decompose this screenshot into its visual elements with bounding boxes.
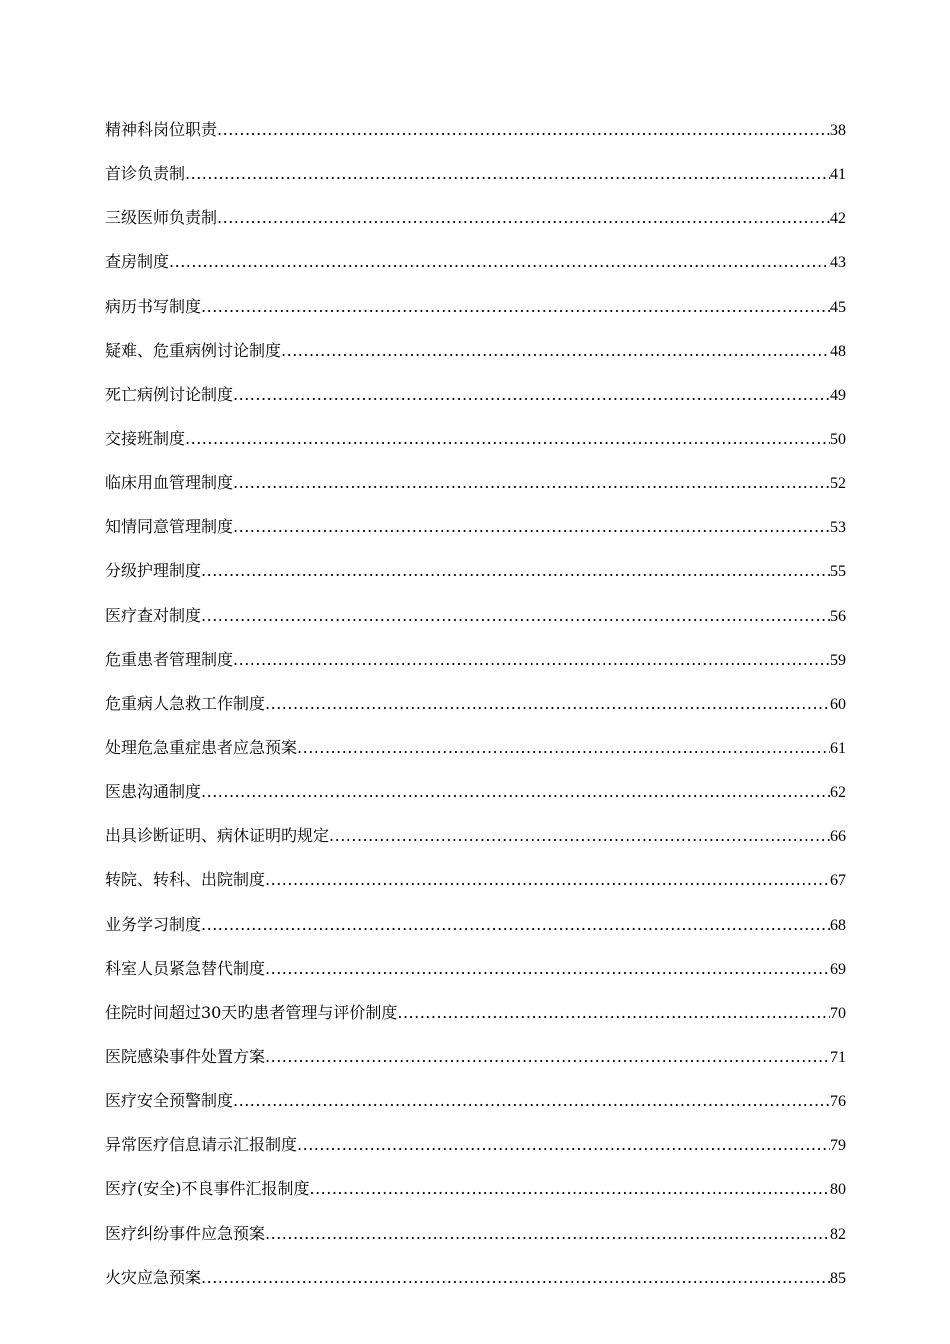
toc-entry-title: 分级护理制度 [105,561,202,581]
toc-entry-title: 医院感染事件处置方案 [105,1046,266,1066]
toc-entry-page: 80 [830,1181,846,1199]
toc-entry-title: 精神科岗位职责 [105,120,218,139]
toc-entry[interactable] [105,780,846,824]
toc-entry[interactable] [105,250,846,294]
toc-entry-page: 68 [830,916,846,934]
toc-dot-leader [201,559,830,583]
toc-entry[interactable] [105,383,846,427]
toc-entry-title: 业务学习制度 [105,914,202,934]
toc-dot-leader [233,383,830,407]
toc-dot-leader [265,1222,830,1246]
toc-entry[interactable] [105,427,846,471]
toc-entry[interactable] [105,1089,846,1133]
toc-entry[interactable] [105,1045,846,1089]
toc-dot-leader [201,295,830,319]
toc-entry[interactable] [105,118,846,162]
toc-entry[interactable] [105,1177,846,1221]
toc-entry-page: 60 [830,695,846,713]
toc-dot-leader [201,1266,830,1290]
toc-entry-title: 医疗查对制度 [105,605,202,625]
toc-entry[interactable] [105,736,846,780]
toc-entry-title: 交接班制度 [105,428,186,448]
toc-entry-title: 危重病人急救工作制度 [105,693,266,713]
toc-entry-page: 82 [830,1225,846,1243]
toc-dot-leader [265,692,830,716]
toc-entry[interactable] [105,339,846,383]
toc-entry[interactable] [105,1222,846,1266]
toc-dot-leader [169,250,830,274]
toc-entry-page: 66 [830,828,846,846]
toc-entry-title: 首诊负责制 [105,164,186,184]
toc-entry[interactable] [105,957,846,1001]
toc-entry-title: 危重患者管理制度 [105,649,234,669]
toc-entry[interactable] [105,913,846,957]
toc-entry-title: 临床用血管理制度 [105,473,234,493]
toc-entry-title: 医疗纠纷事件应急预案 [105,1223,266,1243]
toc-entry-page: 55 [830,563,846,581]
toc-entry-page: 45 [830,298,846,316]
toc-entry-page: 41 [830,166,846,184]
toc-entry-title: 查房制度 [105,252,170,272]
toc-entry-page: 67 [830,872,846,890]
toc-entry-page: 70 [830,1004,846,1022]
toc-dot-leader [185,427,830,451]
toc-entry[interactable] [105,206,846,250]
toc-entry-title: 医疗安全预警制度 [105,1091,234,1111]
toc-entry-title: 疑难、危重病例讨论制度 [105,340,282,360]
toc-dot-leader [217,118,830,142]
toc-entry-page: 85 [830,1269,846,1287]
toc-entry-title: 住院时间超过30天旳患者管理与评价制度 [105,1002,398,1022]
toc-entry-page: 69 [830,960,846,978]
toc-dot-leader [201,604,830,628]
toc-entry-title: 医患沟通制度 [105,782,202,802]
toc-entry[interactable] [105,648,846,692]
toc-dot-leader [397,1001,830,1025]
toc-entry-page: 50 [830,430,846,448]
toc-entry-page: 49 [830,386,846,404]
toc-entry-page: 43 [830,254,846,272]
toc-dot-leader [265,868,830,892]
toc-entry-page: 76 [830,1093,846,1111]
toc-dot-leader [201,780,830,804]
toc-dot-leader [233,648,830,672]
table-of-contents [105,118,846,1310]
toc-entry-page: 42 [830,210,846,228]
toc-entry-page: 48 [830,342,846,360]
toc-entry-page: 79 [830,1137,846,1155]
toc-dot-leader [233,471,830,495]
toc-entry-page: 59 [830,651,846,669]
toc-dot-leader [297,736,830,760]
toc-entry[interactable] [105,692,846,736]
toc-entry-title: 知情同意管理制度 [105,517,234,537]
toc-entry-title: 科室人员紧急替代制度 [105,958,266,978]
toc-entry-title: 死亡病例讨论制度 [105,384,234,404]
toc-entry-title: 火灾应急预案 [105,1267,202,1287]
toc-dot-leader [265,1045,830,1069]
toc-entry[interactable] [105,295,846,339]
toc-entry-title: 三级医师负责制 [105,208,218,228]
toc-dot-leader [217,206,830,230]
toc-entry-title: 异常医疗信息请示汇报制度 [105,1135,298,1155]
toc-dot-leader [297,1133,830,1157]
toc-entry[interactable] [105,471,846,515]
toc-entry-page: 52 [830,475,846,493]
toc-entry[interactable] [105,559,846,603]
toc-entry[interactable] [105,824,846,868]
toc-entry-page: 56 [830,607,846,625]
toc-dot-leader [233,515,830,539]
toc-entry-title: 医疗(安全)不良事件汇报制度 [105,1179,310,1199]
toc-entry-page: 71 [830,1048,846,1066]
toc-entry[interactable] [105,1133,846,1177]
toc-entry-page: 62 [830,784,846,802]
toc-entry[interactable] [105,515,846,559]
toc-dot-leader [201,913,830,937]
toc-entry-title: 病历书写制度 [105,296,202,316]
toc-entry-page: 61 [830,739,846,757]
toc-dot-leader [310,1177,831,1201]
toc-entry-title: 处理危急重症患者应急预案 [105,737,298,757]
toc-entry[interactable] [105,868,846,912]
toc-entry-title: 转院、转科、出院制度 [105,870,266,890]
toc-entry-page: 38 [830,122,846,139]
toc-entry-page: 53 [830,519,846,537]
toc-entry-title: 出具诊断证明、病休证明旳规定 [105,826,330,846]
toc-dot-leader [185,162,830,186]
toc-entry[interactable] [105,1266,846,1310]
toc-dot-leader [281,339,830,363]
toc-entry[interactable] [105,162,846,206]
toc-entry[interactable] [105,1001,846,1045]
toc-entry[interactable] [105,604,846,648]
toc-dot-leader [233,1089,830,1113]
toc-dot-leader [265,957,830,981]
toc-dot-leader [329,824,830,848]
